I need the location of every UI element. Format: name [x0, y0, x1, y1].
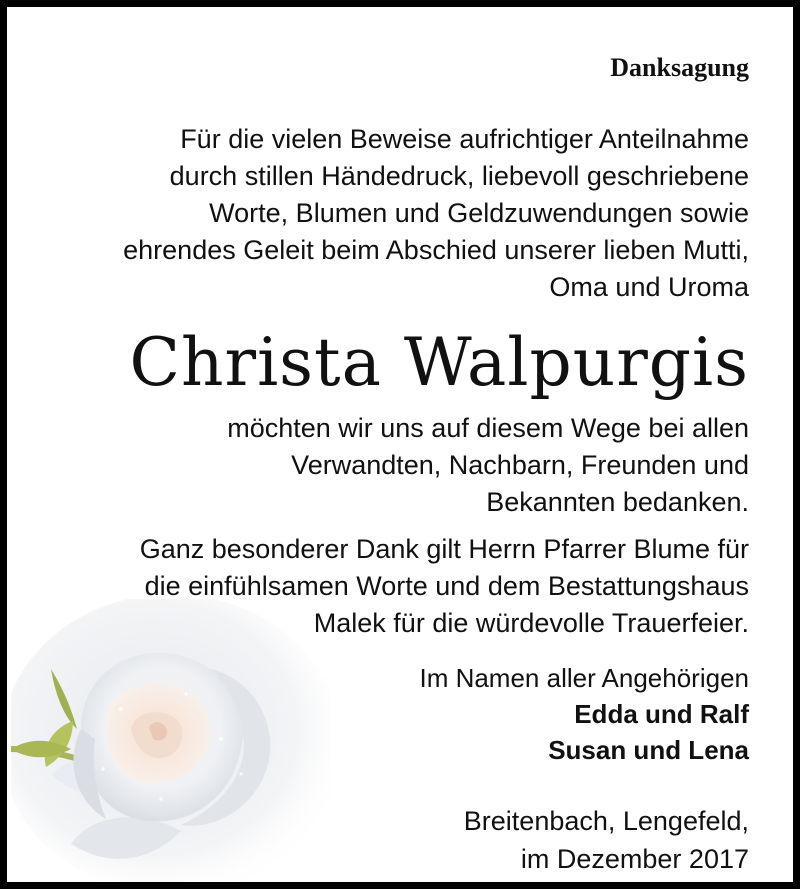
- white-rose-icon: [11, 599, 331, 889]
- signature-block: [419, 660, 749, 768]
- intro-line: ehrendes Geleit beim Abschied unserer lieben Mutti,: [123, 235, 749, 265]
- place-date: [464, 802, 749, 878]
- heading: Danksagung: [610, 53, 749, 82]
- intro-line: Für die vielen Beweise aufrichtiger Anteilnahme: [180, 124, 749, 154]
- place-line: Breitenbach, Lengefeld,: [463, 806, 749, 836]
- signature-intro: Im Namen aller Angehörigen: [419, 663, 749, 693]
- thanks-line: Bekannten bedanken.: [486, 487, 749, 517]
- intro-line: Worte, Blumen und Geldzuwendungen sowie: [209, 198, 749, 228]
- special-thanks-line: Ganz besonderer Dank gilt Herrn Pfarrer Blume für: [139, 534, 749, 564]
- signature-name: Edda und Ralf: [574, 699, 749, 729]
- signature-name: Susan und Lena: [548, 735, 749, 765]
- date-line: im Dezember 2017: [520, 844, 749, 874]
- intro-line: Oma und Uroma: [549, 272, 749, 302]
- special-thanks-line: die einfühlsamen Worte und dem Bestattungshaus: [144, 571, 749, 601]
- intro-paragraph: [123, 121, 749, 306]
- intro-line: durch stillen Händedruck, liebevoll geschriebene: [169, 161, 749, 191]
- special-thanks-line: Malek für die würdevolle Trauerfeier.: [313, 608, 749, 638]
- special-thanks-paragraph: [140, 531, 749, 642]
- thanks-paragraph: [227, 410, 749, 521]
- thanks-line: möchten wir uns auf diesem Wege bei allen: [227, 413, 749, 443]
- deceased-name: Christa Walpurgis: [129, 324, 749, 401]
- thanks-line: Verwandten, Nachbarn, Freunden und: [291, 450, 749, 480]
